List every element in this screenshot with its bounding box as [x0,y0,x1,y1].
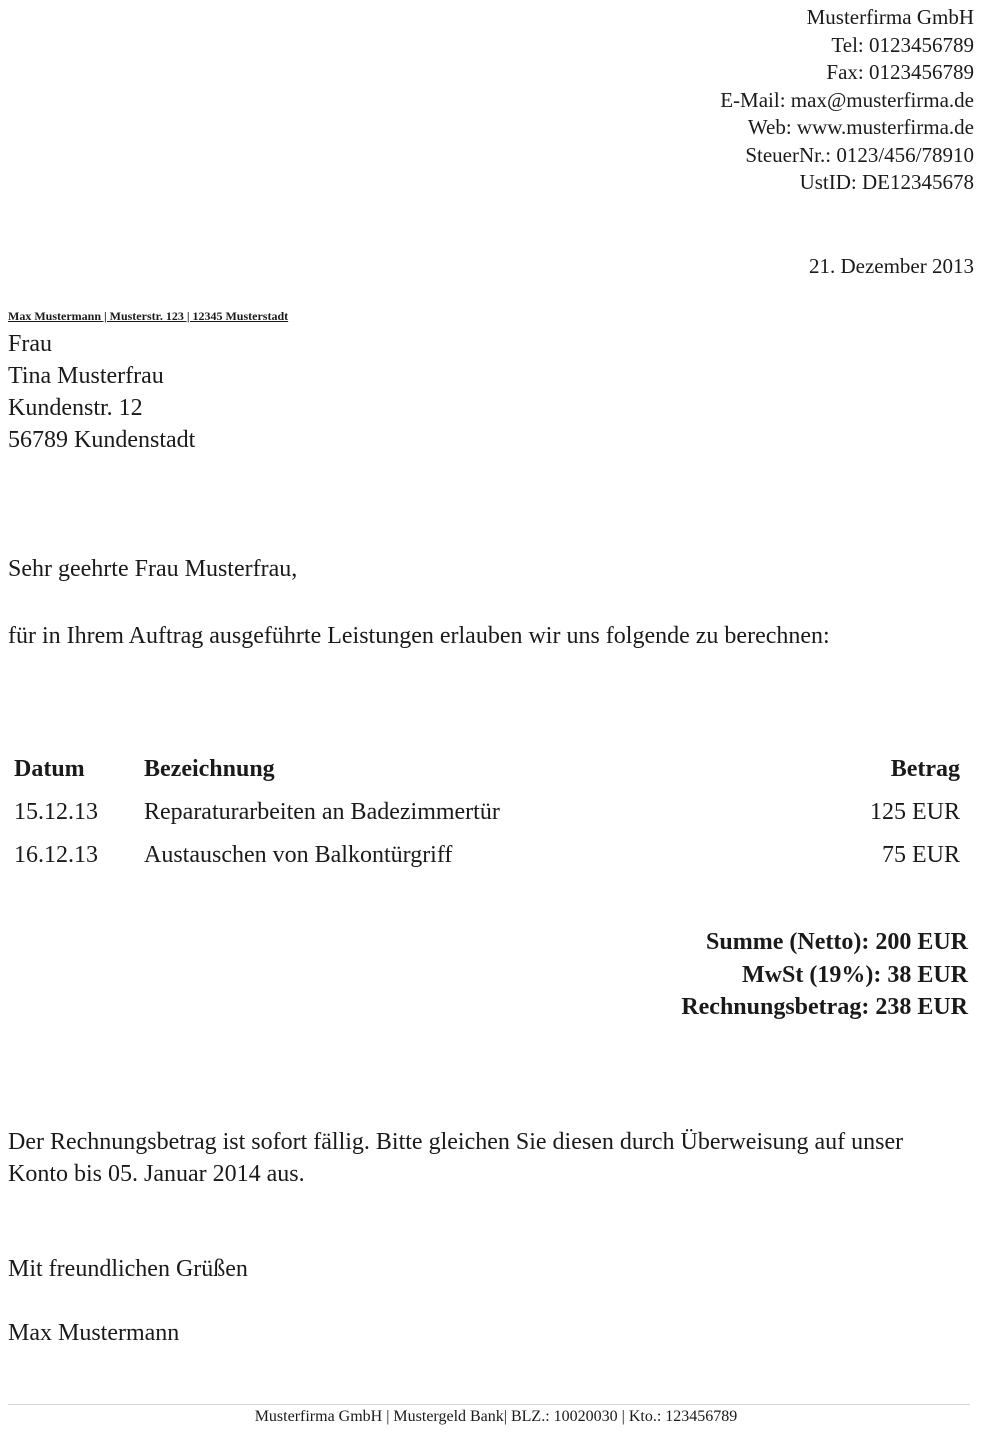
totals-block [681,926,968,1024]
row-date: 15.12.13 [14,799,98,825]
company-tax-number: SteuerNr.: 0123/456/78910 [745,142,974,167]
payment-note: Der Rechnungsbetrag ist sofort fällig. Bitte gleichen Sie diesen durch Überweisung auf unser Konto bis 05. Januar 2014 aus. [8,1129,904,1187]
recipient-title: Frau [8,331,52,357]
letter-date: 21. Dezember 2013 [808,254,974,278]
header-amount: Betrag [890,756,960,782]
company-tel: Tel: 0123456789 [831,32,974,57]
total-invoice-amount: Rechnungsbetrag: 238 EUR [681,994,968,1020]
company-name: Musterfirma GmbH [806,5,974,29]
row-amount: 75 EUR [882,842,960,868]
header-description: Bezeichnung [144,756,275,782]
company-info-block [720,4,974,197]
salutation: Sehr geehrte Frau Musterfrau, [8,556,298,582]
company-email: E-Mail: max@musterfirma.de [720,87,974,112]
intro-paragraph: für in Ihrem Auftrag ausgeführte Leistungen erlauben wir uns folgende zu berechnen: [8,623,830,649]
header-date: Datum [14,756,85,782]
closing-phrase: Mit freundlichen Grüßen [8,1256,248,1282]
sender-return-address: Max Mustermann | Musterstr. 123 | 12345 Musterstadt [8,309,289,323]
recipient-address [8,328,195,456]
total-vat: MwSt (19%): 38 EUR [742,961,968,988]
table-row [8,834,968,877]
row-amount: 125 EUR [870,799,960,825]
invoice-items-table [8,748,968,877]
row-description: Reparaturarbeiten an Badezimmertür [144,799,500,825]
table-header-row [8,748,968,791]
recipient-name: Tina Musterfrau [8,363,164,389]
recipient-city: 56789 Kundenstadt [8,427,196,453]
total-net: Summe (Netto): 200 EUR [706,929,968,955]
table-row [8,791,968,834]
recipient-street: Kundenstr. 12 [8,395,143,421]
row-date: 16.12.13 [14,842,98,868]
company-vat-id: UstID: DE12345678 [799,170,974,194]
footer-divider [8,1404,970,1405]
company-fax: Fax: 0123456789 [826,60,974,84]
company-web: Web: www.musterfirma.de [747,115,974,139]
footer-bank-info: Musterfirma GmbH | Mustergeld Bank| BLZ.: 10020030 | Kto.: 123456789 [254,1408,738,1425]
signature-name: Max Mustermann [8,1320,180,1346]
row-description: Austauschen von Balkontürgriff [144,842,453,868]
